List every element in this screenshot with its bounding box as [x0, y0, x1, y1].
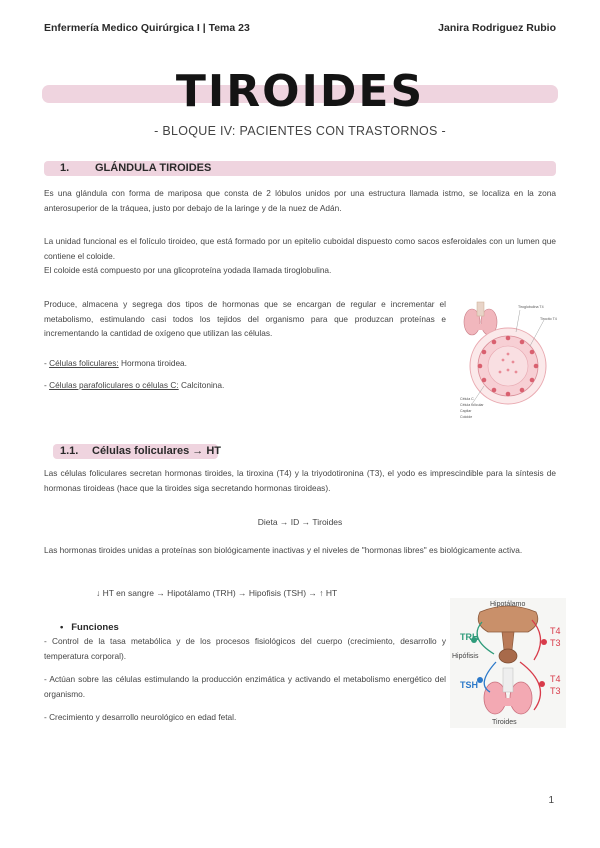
section11-number: 1.1. — [60, 445, 79, 457]
figure1-label-celula-c: Célula C — [460, 397, 474, 401]
figure1-label-coloide: Coloide — [460, 415, 473, 419]
page-title: TIROIDES — [175, 66, 425, 117]
figure2-label-hypothalamus: Hipotálamo — [490, 601, 526, 608]
figure2-label-pituitary: Hipófisis — [452, 653, 479, 660]
section1-number: 1. — [60, 162, 70, 174]
section1-paragraph-3: El coloide está compuesto por una glicoproteína yodada llamada tiroglobulina. — [44, 265, 332, 275]
figure2-label-t4-top: T4 — [550, 626, 561, 636]
thyroid-follicle-illustration — [458, 298, 558, 422]
figure1-label-capilar: Capilar — [460, 409, 472, 413]
list-item-follicular-label: Células foliculares: — [49, 358, 119, 368]
figure2-label-t3-bottom: T3 — [550, 686, 561, 696]
hpt-axis-figure — [450, 598, 566, 728]
figure1-label-celula-folicular: Célula folicular — [460, 403, 484, 407]
formula-diet: Dieta → ID → Tiroides — [257, 517, 343, 527]
page-header — [44, 22, 556, 34]
function-item-2: - Actúan sobre las células estimulando la producción enzimática y activando el metabolismo energético del organismo. — [44, 674, 446, 699]
formula-feedback: ↓ HT en sangre → Hipotálamo (TRH) → Hipofisis (TSH) → ↑ HT — [96, 588, 338, 598]
hpt-axis-illustration — [450, 598, 566, 728]
section11-title: Células foliculares → HT — [92, 445, 221, 457]
list-item-follicular: - Células foliculares: Hormona tiroidea. — [44, 358, 187, 368]
thyroid-follicle-figure — [458, 298, 558, 422]
thyroid-gland-icon — [464, 302, 497, 335]
figure2-label-tsh: TSH — [460, 680, 478, 690]
page-subtitle: - BLOQUE IV: PACIENTES CON TRASTORNOS - — [154, 124, 446, 138]
header-course: Enfermería Medico Quirúrgica I | Tema 23 — [44, 22, 250, 34]
figure2-label-t4-bottom: T4 — [550, 674, 561, 684]
section1-title: GLÁNDULA TIROIDES — [95, 162, 212, 174]
figure1-label-tiroglobulina: Tiroglobulina T4 — [518, 305, 544, 309]
function-item-1: - Control de la tasa metabólica y de los procesos fisiológicos del cuerpo (crecimiento, desarrollo y temperatura corporal). — [44, 636, 446, 661]
section11-paragraph-1: Las células foliculares secretan hormonas tiroides, la tiroxina (T4) y la triyodotironina (T3), el yodo es imprescindible para la síntesis de hormonas tiroideas (hace que la tiroides siga secretando hormonas tiroideas). — [44, 468, 556, 493]
figure2-label-thyroid: Tiroides — [492, 719, 517, 726]
figure2-label-trh: TRH — [460, 632, 479, 642]
functions-heading: • Funciones — [60, 622, 119, 633]
section1-paragraph-2: La unidad funcional es el folículo tiroideo, que está formado por un epitelio cuboidal dispuesto como sacos esferoidales con un lumen que contiene el coloide. — [44, 236, 556, 261]
figure2-label-t3-top: T3 — [550, 638, 561, 648]
list-item-follicular-text: Hormona tiroidea. — [121, 358, 187, 368]
functions-heading-text: Funciones — [71, 622, 119, 633]
section1-paragraph-1: Es una glándula con forma de mariposa que consta de 2 lóbulos unidos por una estructura llamada istmo, se localiza en la zona anterosuperior de la tráquea, justo por debajo de la laringe y de la nuez de Adán. — [44, 188, 556, 213]
list-item-parafollicular-text: Calcitonina. — [180, 380, 225, 390]
function-item-3: - Crecimiento y desarrollo neurológico en edad fetal. — [44, 712, 237, 722]
section1-paragraph-4: Produce, almacena y segrega dos tipos de hormonas que se encargan de regular e incrementar el metabolismo, estimulando casi todos los tejidos del organismo para que produzcan proteínas e incrementando la cantidad de oxígeno que utilizan las células. — [44, 299, 446, 338]
page-number: 1 — [548, 795, 554, 806]
figure1-label-tirocito: Tirocito T4 — [540, 317, 557, 321]
section11-paragraph-2: Las hormonas tiroides unidas a proteínas son biológicamente inactivas y el niveles de "hormonas libres" es biológicamente activa. — [44, 545, 523, 555]
header-author: Janira Rodriguez Rubio — [438, 22, 556, 34]
list-item-parafollicular: - Células parafoliculares o células C: Calcitonina. — [44, 380, 225, 390]
list-item-parafollicular-label: Células parafoliculares o células C: — [49, 380, 179, 390]
